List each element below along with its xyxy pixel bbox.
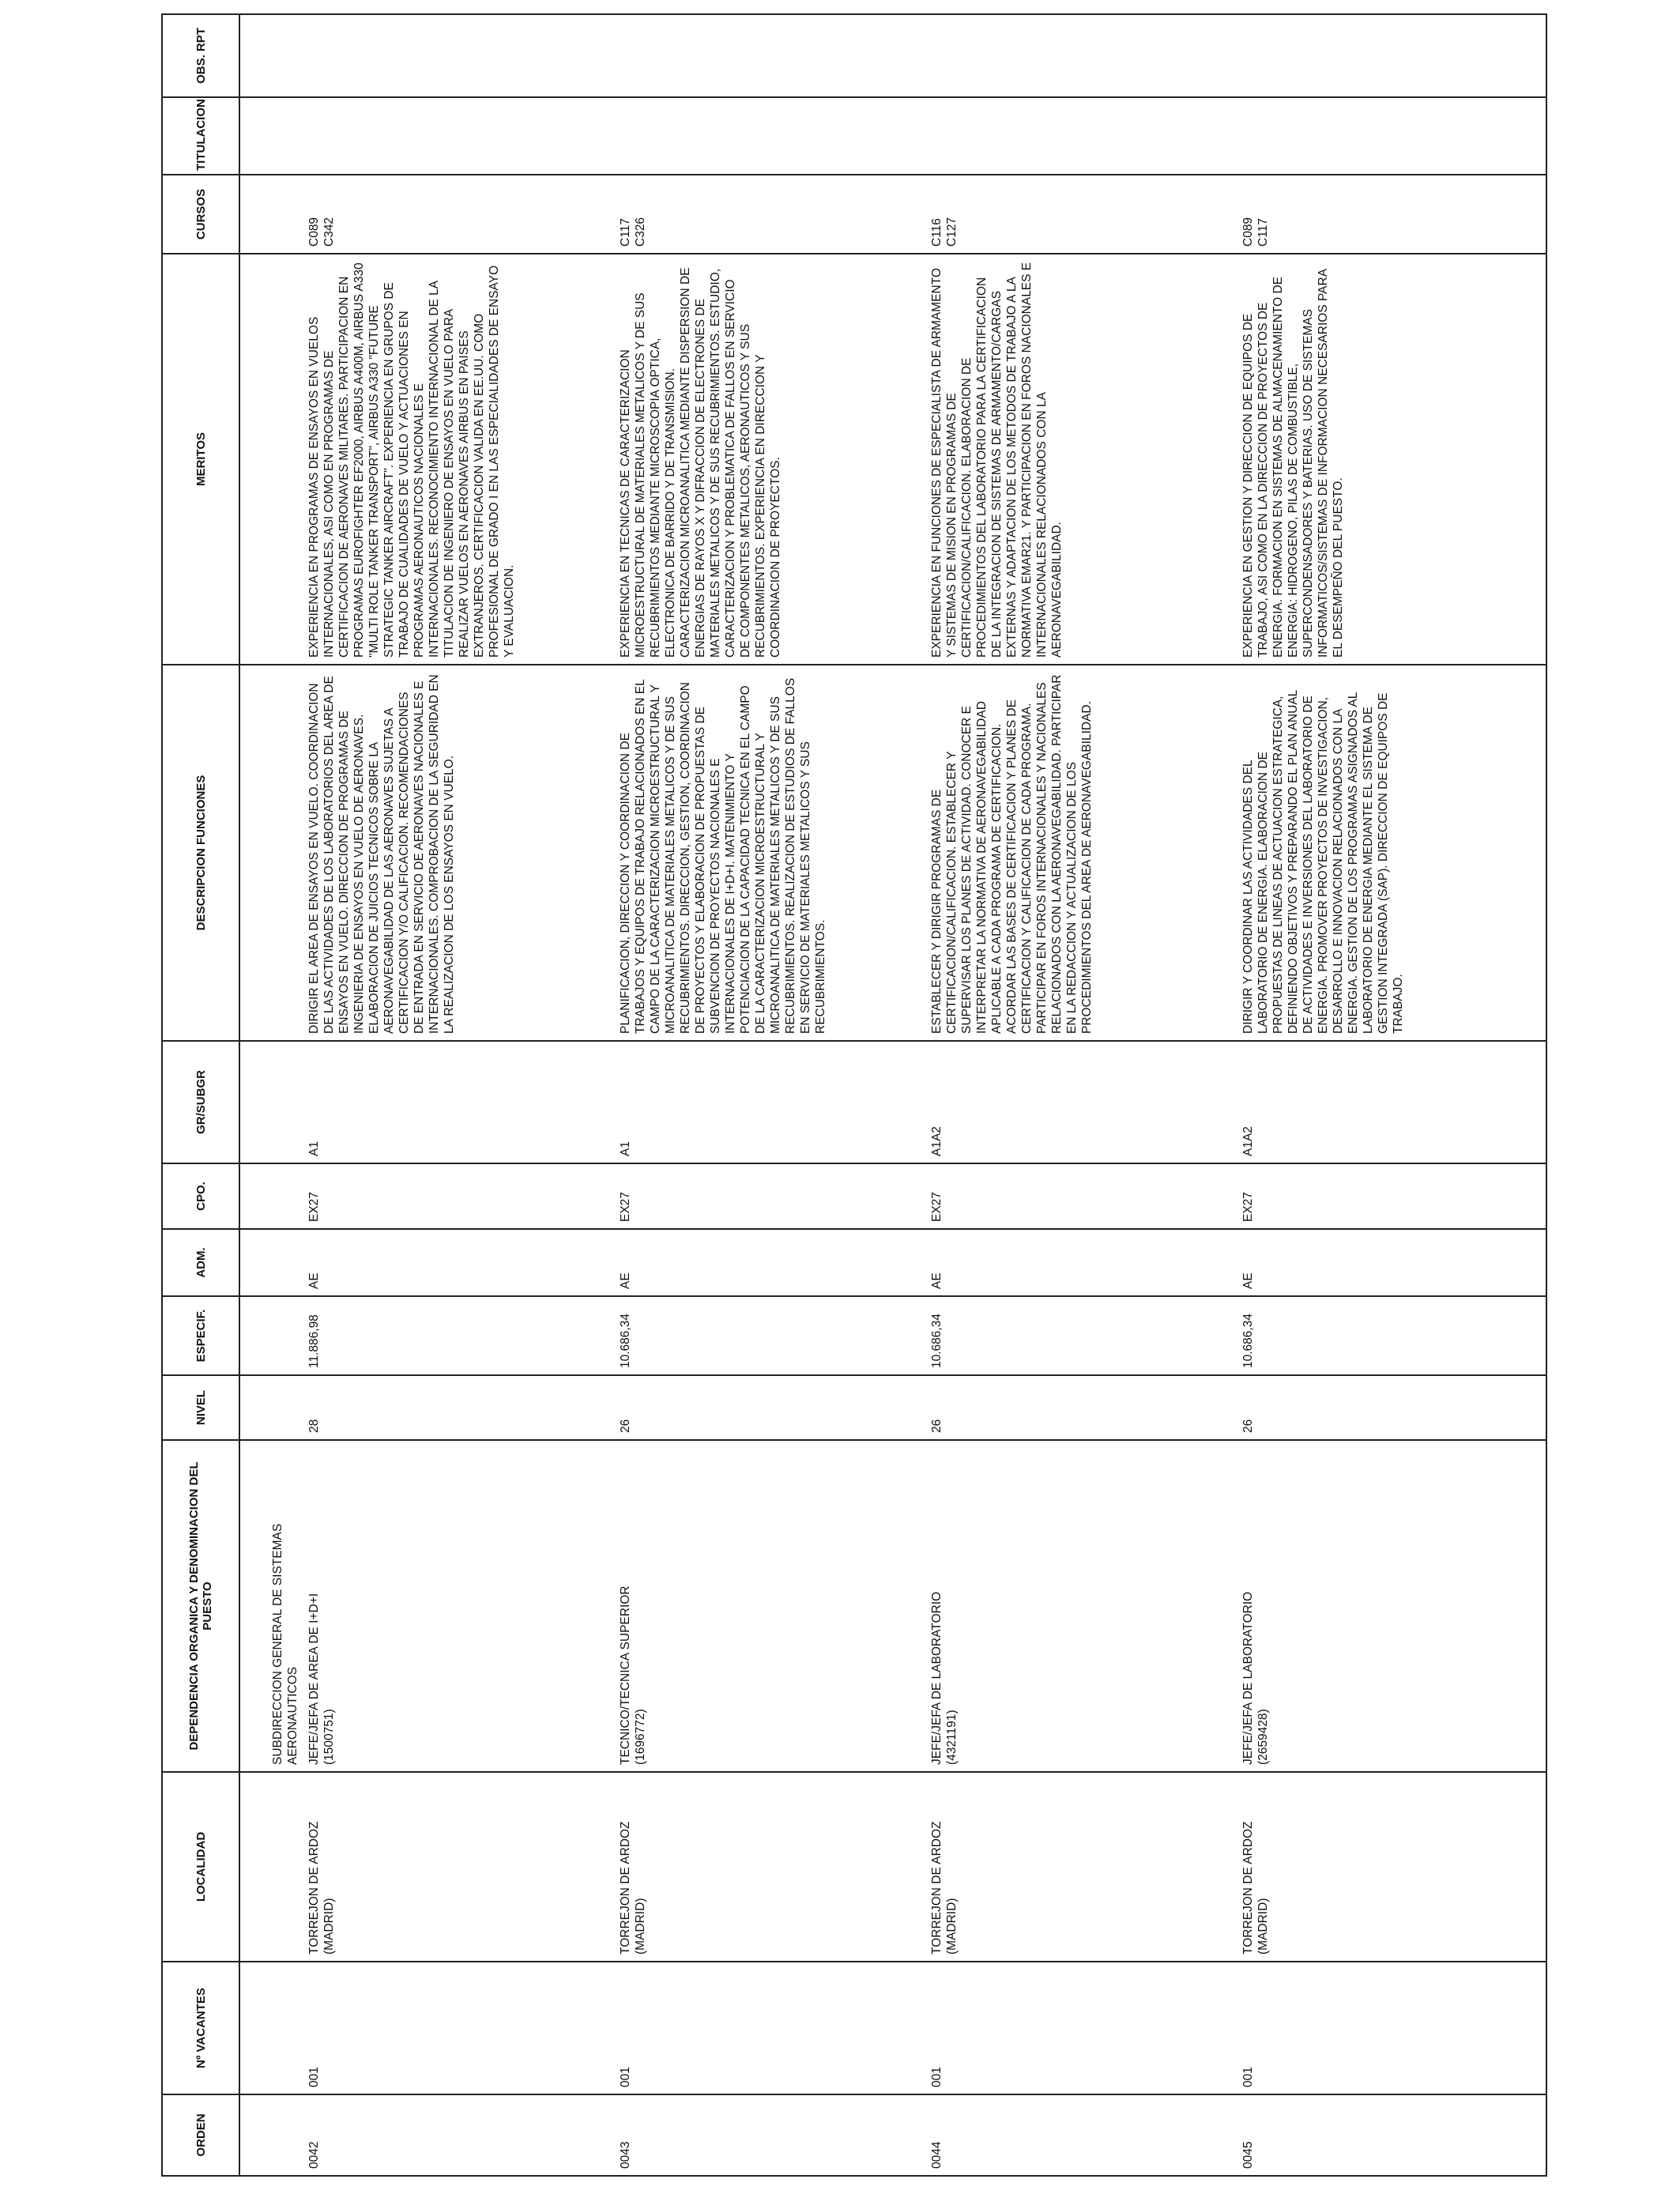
cell-cpo: EX27	[1234, 1163, 1546, 1229]
cell-funciones: ESTABLECER Y DIRIGIR PROGRAMAS DE CERTIFICACION/CALIFICACION. ESTABLECER Y SUPERVISAR LOS PLANES DE ACTIVIDAD. CONOCER E INTERPRETAR LA NORMATIVA DE AERONAVEGABILIDAD APLICABLE A CADA PROGRAMA DE CERTIFICACION. ACORDAR LAS BASES DE CERTIFICACION Y PLANES DE CERTIFICACION Y CALIFICACION DE CADA PROGRAMA. PARTICIPAR EN FOROS INTERNACIONALES Y NACIONALES RELACIONADOS CON LA AERONAVEGABILIDAD. PARTICIPAR EN LA REDACCION Y ACTUALIZACION DE LOS PROCEDIMIENTOS DEL AREA DE AERONAVEGABILIDAD.	[923, 665, 1234, 1041]
table-row	[1234, 14, 1546, 2176]
header-titulacion: TITULACION	[162, 97, 239, 175]
table-row	[300, 14, 612, 2176]
cell-cursos	[612, 175, 923, 254]
curso-code: C089	[1241, 217, 1255, 247]
curso-code: C342	[322, 217, 336, 247]
cell-orden: 0044	[923, 2094, 1234, 2176]
cell-adm: AE	[612, 1229, 923, 1296]
cell-orden: 0042	[300, 2094, 612, 2176]
cell-localidad: TORREJON DE ARDOZ (MADRID)	[300, 1772, 612, 1962]
cell-vacantes: 001	[1234, 1962, 1546, 2094]
header-cpo: CPO.	[162, 1163, 239, 1229]
table-row	[923, 14, 1234, 2176]
cell-cursos	[300, 175, 612, 254]
header-row	[162, 14, 239, 2176]
header-obs: OBS. RPT	[162, 14, 239, 97]
cell-cpo: EX27	[300, 1163, 612, 1229]
cell-obs	[612, 14, 923, 97]
table-row	[612, 14, 923, 2176]
cell-puesto	[923, 1440, 1234, 1772]
cell-adm: AE	[923, 1229, 1234, 1296]
curso-code: C127	[945, 217, 959, 247]
cell-especif: 10.686,34	[1234, 1296, 1546, 1375]
cell-vacantes: 001	[612, 1962, 923, 2094]
curso-code: C117	[619, 218, 632, 247]
cell-funciones: DIRIGIR EL AREA DE ENSAYOS EN VUELO. COORDINACION DE LAS ACTIVIDADES DE LOS LABORATORIOS DEL AREA DE ENSAYOS EN VUELO. DIRECCION DE PROGRAMAS DE INGENIERIA DE ENSAYOS EN VUELO DE AERONAVES. ELABORACION DE JUICIOS TECNICOS SOBRE LA AERONAVEGABILIDAD DE LAS AERONAVES SUJETAS A CERTIFICACION Y/O CALIFICACION. RECOMENDACIONES DE ENTRADA EN SERVICIO DE AERONAVES NACIONALES E INTERNACIONALES. COMPROBACION DE LA SEGURIDAD EN LA REALIZACION DE LOS ENSAYOS EN VUELO.	[300, 665, 612, 1041]
header-adm: ADM.	[162, 1229, 239, 1296]
header-funciones: DESCRIPCION FUNCIONES	[162, 665, 239, 1041]
header-grupo: GR/SUBGR	[162, 1041, 239, 1163]
cell-nivel: 26	[923, 1375, 1234, 1440]
puesto-code: (1696772)	[634, 1709, 647, 1765]
cell-nivel: 26	[612, 1375, 923, 1440]
curso-code: C326	[634, 217, 647, 247]
curso-code: C089	[307, 217, 321, 247]
puesto-code: (2659428)	[1256, 1709, 1270, 1765]
cell-cursos	[1234, 175, 1546, 254]
cell-especif: 10.686,34	[612, 1296, 923, 1375]
cell-localidad: TORREJON DE ARDOZ (MADRID)	[1234, 1772, 1546, 1962]
cell-grupo: A1	[612, 1041, 923, 1163]
cell-orden: 0045	[1234, 2094, 1546, 2176]
cell-especif: 11.886,98	[300, 1296, 612, 1375]
cell-funciones: DIRIGIR Y COORDINAR LAS ACTIVIDADES DEL LABORATORIO DE ENERGIA. ELABORACION DE PROPUESTAS DE LINEAS DE ACTUACION ESTRATEGICA, DEFINIENDO OBJETIVOS Y PREPARANDO EL PLAN ANUAL DE ACTIVIDADES E INVERSIONES DEL LABORATORIO DE ENERGIA. PROMOVER PROYECTOS DE INVESTIGACION, DESARROLLO E INNOVACION RELACIONADOS CON LA ENERGIA. GESTION DE LOS PROGRAMAS ASIGNADOS AL LABORATORIO DE ENERGIA MEDIANTE EL SISTEMA DE GESTION INTEGRADA (SAP). DIRECCION DE EQUIPOS DE TRABAJO.	[1234, 665, 1546, 1041]
cell-puesto	[300, 1440, 612, 1772]
puesto-name: JEFE/JEFA DE LABORATORIO	[1241, 1591, 1255, 1765]
cell-meritos: EXPERIENCIA EN GESTION Y DIRECCION DE EQUIPOS DE TRABAJO, ASI COMO EN LA DIRECCION DE PROYECTOS DE ENERGIA. FORMACION EN SISTEMAS DE ALMACENAMIENTO DE ENERGIA: HIDROGENO, PILAS DE COMBUSTIBLE, SUPERCONDENSADORES Y BATERIAS. USO DE SISTEMAS INFORMATICOS/SISTEMAS DE INFORMACION NECESARIOS PARA EL DESEMPEÑO DEL PUESTO.	[1234, 254, 1546, 665]
cell-adm: AE	[300, 1229, 612, 1296]
header-meritos: MERITOS	[162, 254, 239, 665]
cell-puesto	[1234, 1440, 1546, 1772]
cell-orden: 0043	[612, 2094, 923, 2176]
cell-puesto	[612, 1440, 923, 1772]
cell-grupo: A1A2	[923, 1041, 1234, 1163]
curso-code: C117	[1256, 218, 1270, 247]
cell-adm: AE	[1234, 1229, 1546, 1296]
cell-obs	[300, 14, 612, 97]
cell-titulacion	[923, 97, 1234, 175]
cell-cpo: EX27	[612, 1163, 923, 1229]
cell-localidad: TORREJON DE ARDOZ (MADRID)	[612, 1772, 923, 1962]
cell-vacantes: 001	[923, 1962, 1234, 2094]
cell-obs	[1234, 14, 1546, 97]
cell-nivel: 26	[1234, 1375, 1546, 1440]
cell-grupo: A1	[300, 1041, 612, 1163]
cell-nivel: 28	[300, 1375, 612, 1440]
cell-titulacion	[300, 97, 612, 175]
header-orden: ORDEN	[162, 2094, 239, 2176]
cell-cpo: EX27	[923, 1163, 1234, 1229]
cell-vacantes: 001	[300, 1962, 612, 2094]
header-localidad: LOCALIDAD	[162, 1772, 239, 1962]
subdireccion-row	[239, 14, 300, 2176]
header-cursos: CURSOS	[162, 175, 239, 254]
puesto-name: JEFE/JEFA DE LABORATORIO	[930, 1591, 944, 1765]
cell-cursos	[923, 175, 1234, 254]
puesto-code: (1500751)	[322, 1709, 336, 1765]
header-dependencia: DEPENDENCIA ORGANICA Y DENOMINACION DEL PUESTO	[162, 1440, 239, 1772]
puesto-code: (4321191)	[945, 1710, 959, 1765]
rpt-table	[161, 13, 1547, 2177]
cell-meritos: EXPERIENCIA EN FUNCIONES DE ESPECIALISTA DE ARMAMENTO Y SISTEMAS DE MISION EN PROGRAMAS DE CERTIFICACION/CALIFICACION. ELABORACION DE PROCEDIMIENTOS DEL LABORATORIO PARA LA CERTIFICACION DE LA INTEGRACION DE SISTEMAS DE ARMAMENTO/CARGAS EXTERNAS Y ADAPTACION DE LOS METODOS DE TRABAJO A LA NORMATIVA EMAR21. Y PARTICIPACION EN FOROS NACIONALES E INTERNACIONALES RELACIONADOS CON LA AERONAVEGABILIDAD.	[923, 254, 1234, 665]
header-vacantes: Nº VACANTES	[162, 1962, 239, 2094]
curso-code: C116	[930, 218, 944, 247]
cell-grupo: A1A2	[1234, 1041, 1546, 1163]
subdireccion-label: SUBDIRECCION GENERAL DE SISTEMAS AERONAUTICOS	[271, 1523, 299, 1765]
puesto-name: TECNICO/TECNICA SUPERIOR	[619, 1585, 632, 1765]
puesto-name: JEFE/JEFA DE AREA DE I+D+I	[307, 1593, 321, 1765]
header-especif: ESPECIF.	[162, 1296, 239, 1375]
header-nivel: NIVEL	[162, 1375, 239, 1440]
cell-meritos: EXPERIENCIA EN PROGRAMAS DE ENSAYOS EN VUELOS INTERNACIONALES, ASI COMO EN PROGRAMAS DE CERTIFICACION DE AERONAVES MILITARES. PARTICIPACION EN PROGRAMAS EUROFIGHTER EF2000, AIRBUS A400M, AIRBUS A330 "MULTI ROLE TANKER TRANSPORT", AIRBUS A330 "FUTURE STRATEGIC TANKER AIRCRAFT". EXPERIENCIA EN GRUPOS DE TRABAJO DE CUALIDADES DE VUELO Y ACTUACIONES EN PROGRAMAS AERONAUTICOS NACIONALES E INTERNACIONALES. RECONOCIMIENTO INTERNACIONAL DE LA TITULACION DE INGENIERO DE ENSAYOS EN VUELO PARA REALIZAR VUELOS EN AERONAVES AIRBUS EN PAISES EXTRANJEROS. CERTIFICACION VALIDA EN EE.UU. COMO PROFESIONAL DE GRADO I EN LAS ESPECIALIDADES DE ENSAYO Y EVALUACION.	[300, 254, 612, 665]
cell-especif: 10.686,34	[923, 1296, 1234, 1375]
cell-titulacion	[612, 97, 923, 175]
cell-funciones: PLANIFICACION, DIRECCION Y COORDINACION DE TRABAJOS Y EQUIPOS DE TRABAJO RELACIONADOS EN EL CAMPO DE LA CARACTERIZACION MICROESTRUCTURAL Y MICROANALITICA DE MATERIALES METALICOS Y DE SUS RECUBRIMIENTOS. DIRECCION, GESTION, COORDINACION DE PROYECTOS Y ELABORACION DE PROPUESTAS DE SUBVENCION DE PROYECTOS NACIONALES E INTERNACIONALES DE I+D+I. MATENIMIENTO Y POTENCIACION DE LA CAPACIDAD TECNICA EN EL CAMPO DE LA CARACTERIZACION MICROESTRUCTURAL Y MICROANALITICA DE MATERIALES METALICOS Y DE SUS RECUBRIMIENTOS. REALIZACION DE ESTUDIOS DE FALLOS EN SERVICIO DE MATERIALES METALICOS Y SUS RECUBRIMIENTOS.	[612, 665, 923, 1041]
cell-meritos: EXPERIENCIA EN TECNICAS DE CARACTERIZACION MICROESTRUCTURAL DE MATERIALES METALICOS Y DE SUS RECUBRIMIENTOS MEDIANTE MICROSCOPIA OPTICA, ELECTRONICA DE BARRIDO Y DE TRANSMISION. CARACTERIZACION MICROANALITICA MEDIANTE DISPERSION DE ENERGIAS DE RAYOS X Y DIFRACCION DE ELECTRONES DE MATERIALES METALICOS Y DE SUS RECUBRIMIENTOS. ESTUDIO, CARACTERIZACION Y PROBLEMATICA DE FALLOS EN SERVICIO DE COMPONENTES METALICOS, AERONAUTICOS Y SUS RECUBRIMIENTOS. EXPERIENCIA EN DIRECCION Y COORDINACION DE PROYECTOS.	[612, 254, 923, 665]
cell-localidad: TORREJON DE ARDOZ (MADRID)	[923, 1772, 1234, 1962]
cell-titulacion	[1234, 97, 1546, 175]
cell-obs	[923, 14, 1234, 97]
